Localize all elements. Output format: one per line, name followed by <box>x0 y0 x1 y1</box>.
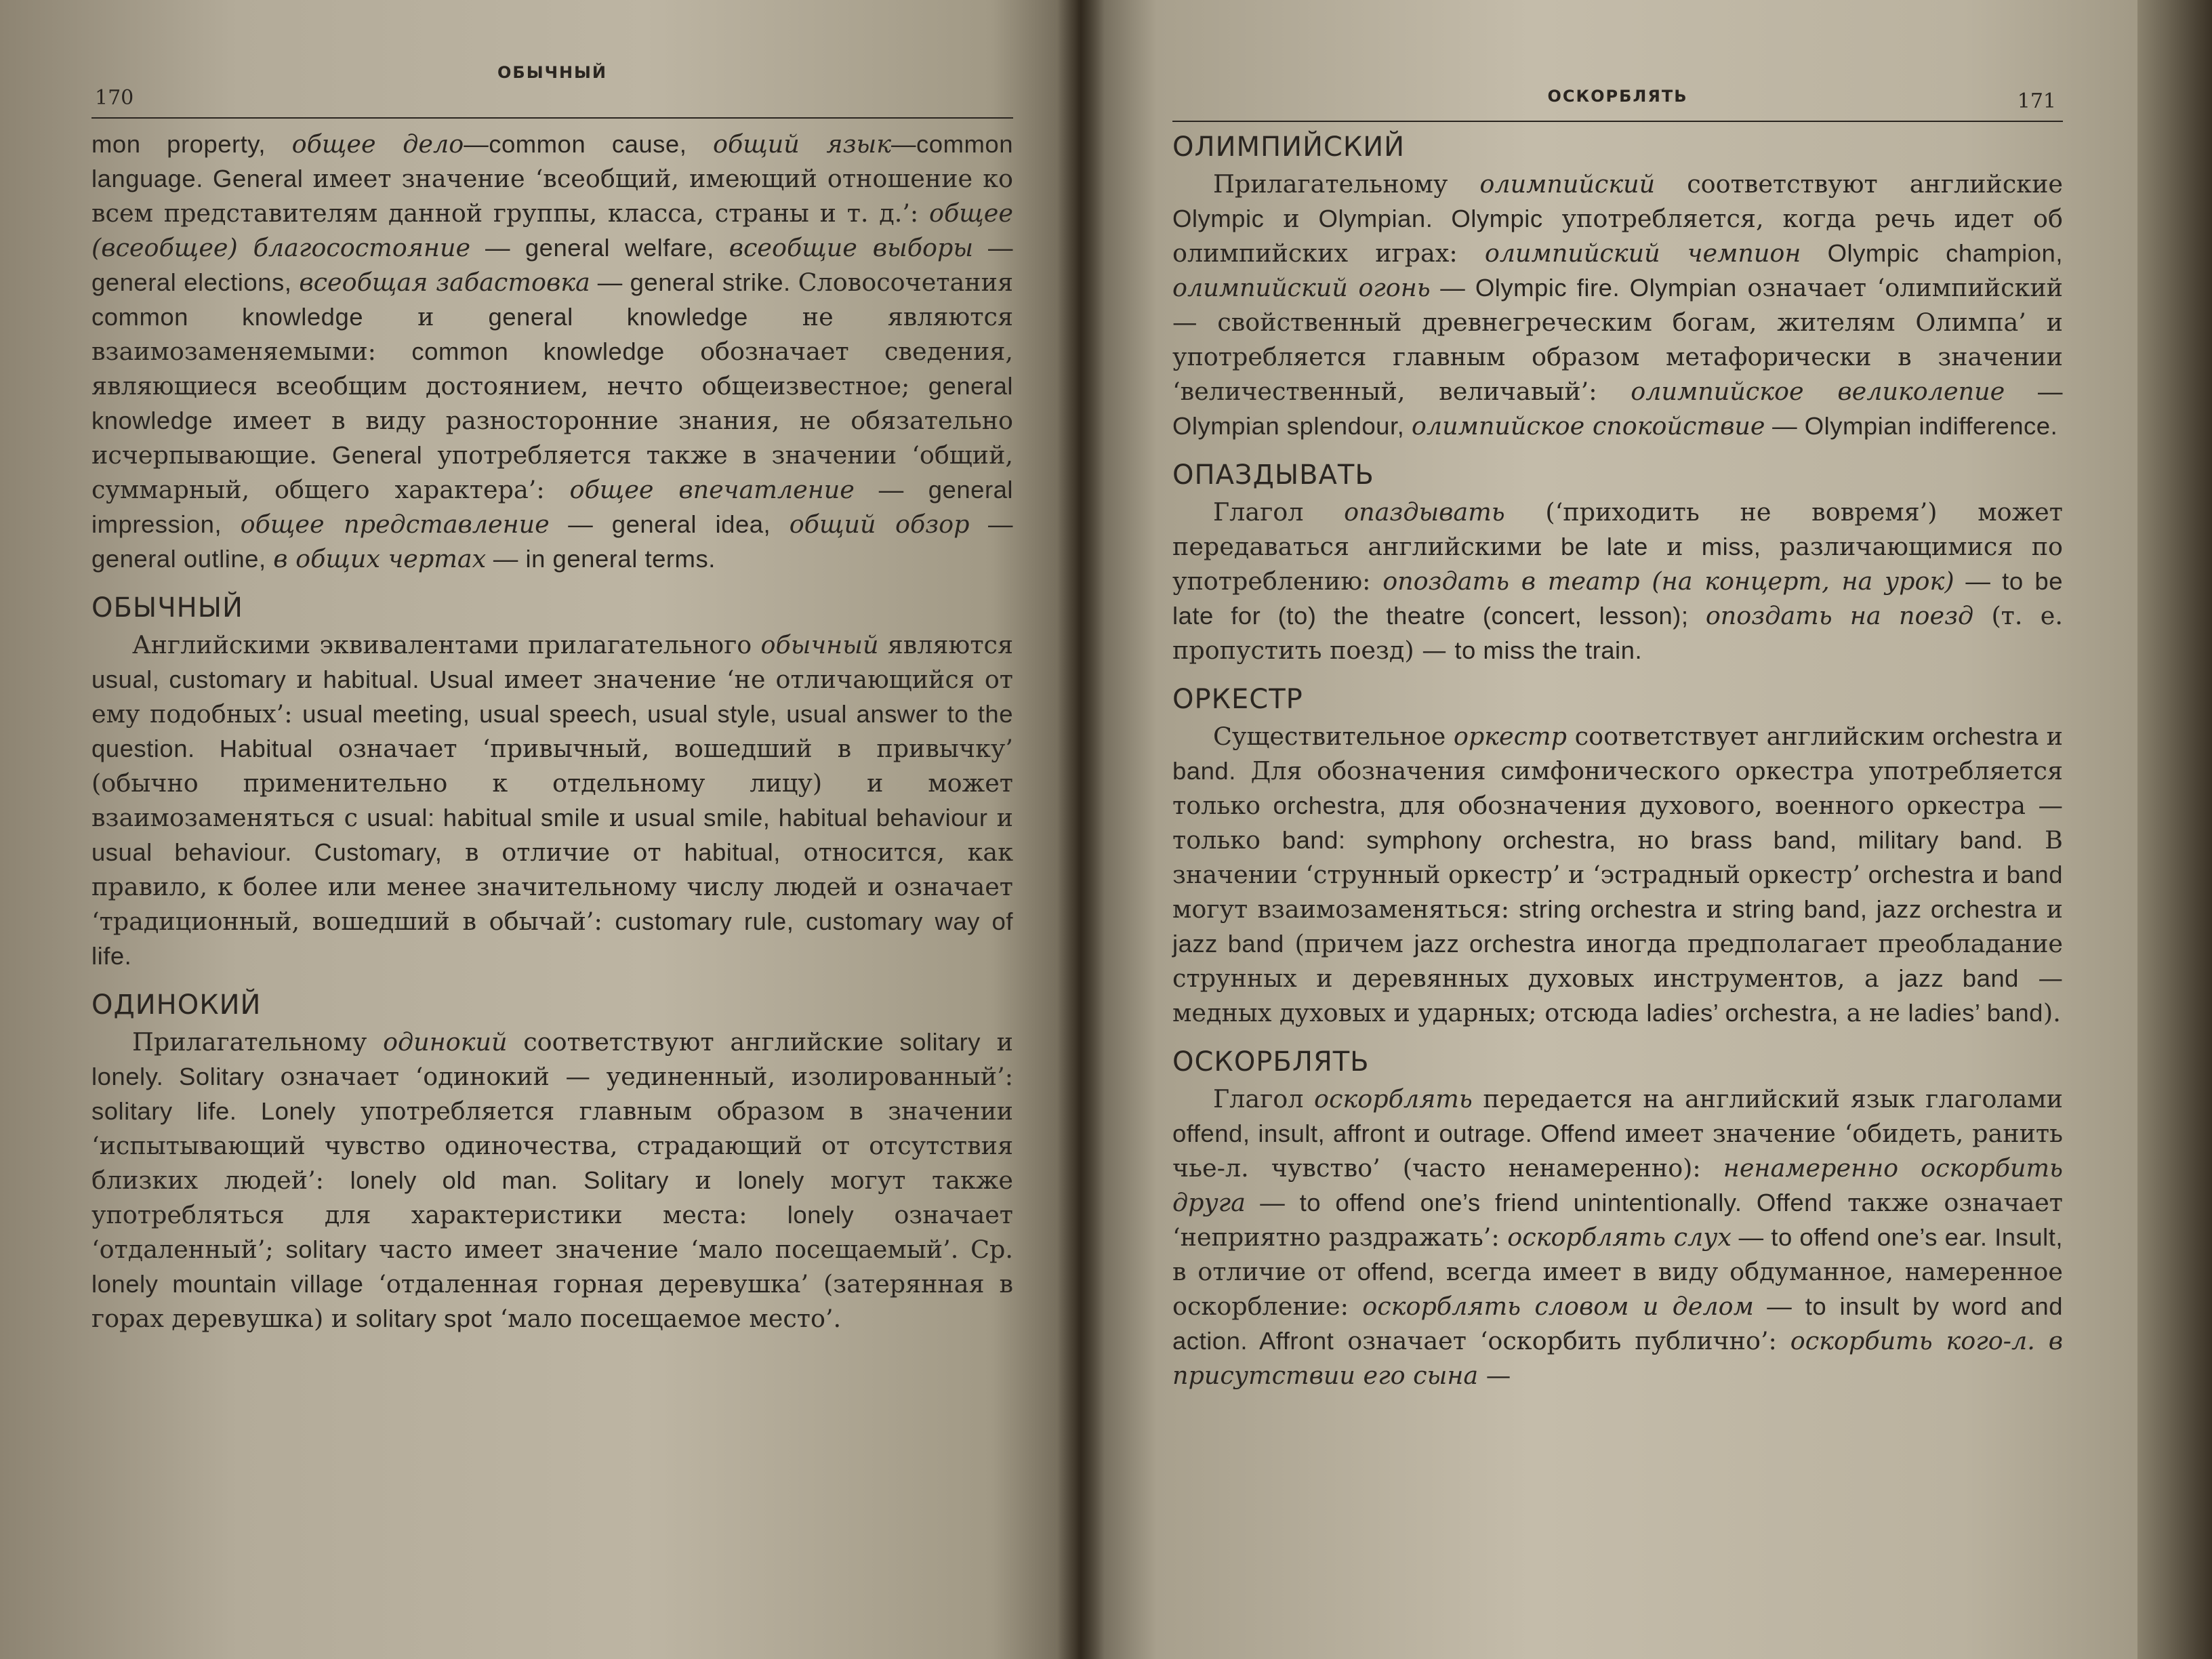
italic-example: общее впечатление <box>569 475 855 504</box>
text-run: и <box>1974 860 2007 889</box>
text-run: и <box>1696 895 1733 924</box>
header-rule <box>1172 121 2063 122</box>
english-term: solitary spot <box>355 1305 493 1332</box>
english-term: — general elections, <box>91 234 1013 296</box>
text-run: соответствуют английские <box>507 1027 900 1057</box>
italic-example: оркестр <box>1453 722 1568 751</box>
english-term: usual behaviour. Customary, <box>91 838 443 866</box>
english-term: — to insult by word and action. Affront <box>1172 1292 2063 1355</box>
entry-text <box>91 628 1013 973</box>
text-run: в отличие от <box>1172 1257 1357 1286</box>
dictionary-entry <box>1172 1046 2063 1393</box>
entry-text <box>1172 719 2063 1030</box>
text-run: Словосочетания <box>798 268 1013 297</box>
italic-example: общий обзор <box>789 510 970 539</box>
dictionary-entry <box>91 592 1013 973</box>
english-term: band. <box>1172 757 1236 785</box>
text-run: относится, как правило, к более или менее значительному числу людей и означает ‘традиционный, вошедший в обычай’: <box>91 838 1014 936</box>
text-run: и <box>286 665 323 694</box>
entry-heading: ОПАЗДЫВАТЬ <box>1172 459 1374 491</box>
italic-example: оскорблять словом и делом <box>1362 1292 1754 1321</box>
text-run: употребляется, когда речь идет об олимпийских играх: <box>1172 204 2063 268</box>
header-rule <box>91 117 1013 119</box>
english-term: Olympian. Olympic <box>1318 205 1543 232</box>
text-run: ). <box>2043 998 2061 1027</box>
text-run: могут также употребляться для характеристики места: <box>91 1166 1013 1229</box>
italic-example: всеобщие выборы <box>729 233 974 262</box>
english-term: common knowledge <box>411 337 665 365</box>
italic-example: общее представление <box>240 510 550 539</box>
english-term: usual: habitual smile <box>367 804 600 832</box>
text-run: означает ‘олимпийский — свойственный древнегреческим богам, жителям Олимпа’ и употребляется главным образом метафорически в значении ‘величественный, величавый’: <box>1172 273 2063 406</box>
italic-example: олимпийский огонь <box>1172 273 1431 302</box>
english-term: orchestra <box>1932 722 2039 750</box>
italic-example: оскорблять слух <box>1507 1223 1732 1252</box>
text-run: (т. е. пропустить поезд) — <box>1172 601 2063 665</box>
english-term: lonely <box>787 1201 855 1229</box>
text-run: и <box>668 1166 738 1195</box>
continued-text <box>91 127 1013 576</box>
text-run: могут взаимозаменяться: <box>1172 895 1519 924</box>
entry-text <box>1172 167 2063 443</box>
english-term: Olympic <box>1172 205 1265 232</box>
text-run: также означает ‘неприятно раздражать’: <box>1172 1188 2064 1252</box>
entries <box>91 592 1013 1336</box>
english-term: — to be late for (to) the theatre (concert, lesson); <box>1172 567 2064 630</box>
text-run: и <box>1264 204 1319 233</box>
english-term: ladies’ band <box>1908 999 2043 1027</box>
english-term: general knowledge <box>488 303 748 331</box>
text-run: имеет значение ‘обидеть, ранить чье-л. чувство’ (часто ненамеренно): <box>1172 1119 2063 1183</box>
text-run: и <box>2036 895 2063 924</box>
english-term: — general outline, <box>91 510 1013 573</box>
right-page <box>1078 0 2212 1659</box>
italic-example: обычный <box>760 630 879 659</box>
italic-example: в общих чертах <box>273 544 487 573</box>
italic-example: одинокий <box>383 1027 508 1057</box>
english-term: customary rule, customary way of life. <box>91 907 1013 970</box>
italic-example: оскорбить кого-л. в присутствии его сына <box>1172 1326 2064 1390</box>
text-run: в отличие от <box>442 838 684 867</box>
text-run: различающимися по употреблению: <box>1172 532 2064 596</box>
text-run: означает ‘привычный, вошедший в привычку’ (обычно применительно к отдельному лицу) и может взаимозаменяться с <box>91 734 1014 832</box>
italic-example: олимпийский чемпион <box>1484 239 1801 268</box>
text-run: и <box>2039 722 2064 751</box>
english-term: jazz band <box>1172 930 1284 958</box>
italic-example: опоздать в театр (на концерт, на урок) <box>1382 567 1954 596</box>
english-term: Olympic champion, <box>1801 239 2063 267</box>
english-term: ladies’ orchestra, <box>1646 999 1839 1027</box>
text-run: для обозначения духового, военного оркестра — только <box>1172 791 2063 855</box>
entry-heading: ОЛИМПИЙСКИЙ <box>1172 131 1406 163</box>
english-term: lonely old man. Solitary <box>350 1166 669 1194</box>
english-term: — general welfare, <box>470 234 729 262</box>
english-term: usual, customary <box>91 665 287 693</box>
english-term: band: symphony orchestra, <box>1282 826 1616 854</box>
text-run: Для обозначения симфонического оркестра употребляется только <box>1172 756 2063 820</box>
english-term: offend, insult, affront <box>1172 1120 1406 1147</box>
english-term: be late <box>1560 533 1648 560</box>
italic-example: ненамеренно оскорбить друга <box>1172 1153 2063 1217</box>
italic-example: олимпийское великолепие <box>1631 377 2005 406</box>
text-run: обозначает сведения, являющиеся всеобщим достоянием, нечто общеизвестное; <box>91 337 1013 401</box>
english-term: — Olympian indifference. <box>1765 412 2058 440</box>
english-term: — Olympic fire. Olympian <box>1430 274 1737 302</box>
english-term: jazz orchestra <box>1414 930 1576 958</box>
text-run: Английскими эквивалентами прилагательного <box>132 630 761 659</box>
text-run: передается на английский язык глаголами <box>1472 1084 2063 1113</box>
entry-heading: ОСКОРБЛЯТЬ <box>1172 1046 1370 1078</box>
dictionary-entry <box>1172 684 2063 1030</box>
text-run: часто имеет значение ‘мало посещаемый’. Ср. <box>367 1235 1013 1264</box>
page-number: 170 <box>95 86 134 110</box>
text-run: — <box>1478 1361 1511 1390</box>
english-term: habitual, <box>684 838 781 866</box>
english-term: brass band, military band. <box>1690 826 2024 854</box>
running-title: ОСКОРБЛЯТЬ <box>1547 87 1688 106</box>
english-term: — general idea, <box>549 510 790 538</box>
english-term: — to offend one’s friend unintentionally. Offend <box>1245 1189 1832 1216</box>
text-run: означает ‘отдаленный’; <box>91 1200 1013 1264</box>
english-term: band <box>2006 861 2063 888</box>
english-term: string band, jazz orchestra <box>1732 895 2037 923</box>
english-term: —common language. General <box>91 130 1013 192</box>
entry-text <box>1172 495 2063 668</box>
text-run: являются <box>878 630 1013 659</box>
italic-example: олимпийское спокойствие <box>1411 411 1765 441</box>
dictionary-entry <box>1172 459 2063 668</box>
entry-text <box>91 1025 1013 1336</box>
italic-example: общий язык <box>713 129 892 159</box>
english-term: orchestra, <box>1273 792 1387 819</box>
text-run: но <box>1616 825 1691 855</box>
text-run: соответствуют английские <box>1655 169 2064 199</box>
text-run: и <box>363 302 489 331</box>
english-term: — to offend one’s ear. Insult, <box>1732 1223 2064 1251</box>
text-run: и <box>1405 1119 1439 1148</box>
left-page <box>0 0 1078 1659</box>
english-term: solitary life. Lonely <box>91 1097 336 1125</box>
entries <box>1172 131 2063 1393</box>
text-run: употребляется также в значении ‘общий, суммарный, общего характера’: <box>91 441 1014 504</box>
italic-example: всеобщая забастовка <box>299 268 590 297</box>
dictionary-entry <box>1172 131 2063 443</box>
italic-example: оскорблять <box>1314 1084 1473 1113</box>
text-run: означает ‘оскорбить публично’: <box>1334 1326 1790 1355</box>
text-run: и <box>980 1027 1013 1057</box>
italic-example: опоздать на поезд <box>1705 601 1974 630</box>
book-gutter <box>1057 0 1105 1659</box>
english-term: — in general terms. <box>486 545 716 573</box>
text-run: и <box>600 803 635 832</box>
running-title: ОБЫЧНЫЙ <box>497 63 607 82</box>
english-term: general knowledge <box>91 372 1013 434</box>
english-term: usual smile, habitual behaviour <box>634 804 988 832</box>
english-term: offend, <box>1357 1258 1435 1286</box>
text-run: Глагол <box>1213 497 1345 527</box>
english-term: jazz band <box>1898 964 2019 992</box>
text-run: В значении ‘струнный оркестр’ и ‘эстрадный оркестр’ <box>1172 825 2063 889</box>
text-run: имеет значение ‘не отличающийся от ему подобных’: <box>91 665 1013 729</box>
page-number: 171 <box>2017 89 2056 113</box>
page-edges <box>2137 0 2212 1659</box>
italic-example: олимпийский <box>1479 169 1656 199</box>
english-term: outrage. Offend <box>1439 1120 1617 1147</box>
text-run: (‘приходить не вовремя’) может передаваться английскими <box>1172 497 2063 561</box>
dictionary-entry <box>91 989 1013 1336</box>
english-term: lonely mountain village <box>91 1270 364 1298</box>
text-run: а не <box>1838 998 1908 1027</box>
running-head <box>1172 61 2063 115</box>
english-term: — Olympian splendour, <box>1172 377 2063 440</box>
text-run: не являются взаимозаменяемыми: <box>91 302 1013 366</box>
entry-heading: ОДИНОКИЙ <box>91 989 262 1021</box>
text-run: имеет значение ‘всеобщий, имеющий отношение ко всем представителям данной группы, класса, страны и т. д.’: <box>91 164 1013 228</box>
running-head <box>91 58 1013 112</box>
italic-example: общее дело <box>291 129 464 159</box>
text-run: употребляется главным образом в значении ‘испытывающий чувство одиночества, страдающий от отсутствия близких людей’: <box>91 1097 1013 1195</box>
text-run: и <box>1647 532 1702 561</box>
english-term: miss, <box>1701 533 1761 560</box>
italic-example: общее (всеобщее) благосостояние <box>91 199 1013 262</box>
text-run: (причем <box>1284 929 1414 958</box>
entry-heading: ОРКЕСТР <box>1172 684 1303 715</box>
english-term: — general strike. <box>590 268 798 296</box>
text-run: всегда имеет в виду обдуманное, намеренное оскорбление: <box>1172 1257 2064 1321</box>
italic-example: опаздывать <box>1344 497 1505 527</box>
text-run: ‘мало посещаемое место’. <box>492 1304 842 1333</box>
english-term: habitual. Usual <box>323 665 494 693</box>
text-run: Прилагательному <box>1213 169 1480 199</box>
english-term: solitary <box>285 1235 367 1263</box>
text-run: Существительное <box>1213 722 1454 751</box>
text-run: означает ‘одинокий — уединенный, изолированный’: <box>264 1062 1013 1091</box>
english-term: common knowledge <box>91 303 364 331</box>
text-run: и <box>987 803 1013 832</box>
text-run: — медных духовых и ударных; отсюда <box>1172 964 2063 1027</box>
text-run: Глагол <box>1213 1084 1315 1113</box>
english-term: General <box>331 441 423 469</box>
english-term: usual meeting, usual speech, usual style, usual answer to the question. Habitual <box>91 700 1013 762</box>
text-run: Прилагательному <box>132 1027 384 1057</box>
english-term: solitary <box>899 1028 981 1056</box>
entry-text <box>1172 1082 2063 1393</box>
english-term: —common cause, <box>464 130 714 158</box>
entry-heading: ОБЫЧНЫЙ <box>91 592 243 623</box>
text-run: соответствует английским <box>1567 722 1933 751</box>
text-run: имеет в виду разносторонние знания, не обязательно исчерпывающие. <box>91 406 1013 470</box>
text-run: иногда предполагает преобладание струнных и деревянных духовых инструментов, а <box>1172 929 2064 993</box>
text-run: ‘отдаленная горная деревушка’ (затерянная в горах деревушка) и <box>91 1269 1013 1333</box>
english-term: to miss the train. <box>1454 636 1643 664</box>
english-term: lonely. Solitary <box>91 1063 264 1090</box>
english-term: lonely <box>737 1166 804 1194</box>
english-term: orchestra <box>1868 861 1975 888</box>
english-term: string orchestra <box>1519 895 1697 923</box>
english-term: mon property, <box>91 130 292 158</box>
english-term: — general impression, <box>91 476 1014 538</box>
